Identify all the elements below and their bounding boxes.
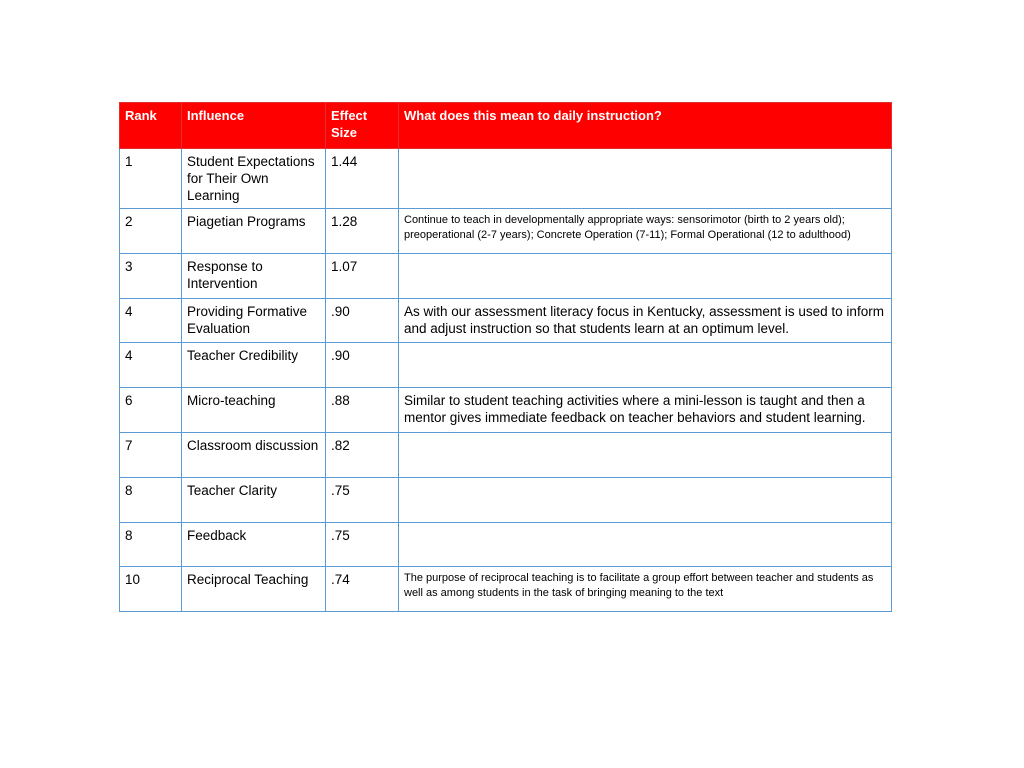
header-influence: Influence [182,103,326,149]
header-effect-size: Effect Size [326,103,399,149]
rank-cell: 3 [120,253,182,298]
influence-cell: Teacher Clarity [182,477,326,522]
influence-cell: Feedback [182,522,326,567]
meaning-cell [399,477,892,522]
table-row [120,567,892,612]
meaning-cell [399,343,892,388]
effect-cell: .75 [326,477,399,522]
meaning-cell [399,149,892,209]
meaning-cell: Similar to student teaching activities where a mini-lesson is taught and then a mentor gives immediate feedback on teacher behaviors and student learning. [399,388,892,433]
table-row [120,388,892,433]
effect-cell: 1.44 [326,149,399,209]
influence-cell: Teacher Credibility [182,343,326,388]
influence-cell: Response to Intervention [182,253,326,298]
meaning-cell [399,522,892,567]
effect-cell: .88 [326,388,399,433]
table-row [120,298,892,343]
effect-cell: .82 [326,432,399,477]
meaning-cell: As with our assessment literacy focus in Kentucky, assessment is used to inform and adjust instruction so that students learn at an optimum level. [399,298,892,343]
influence-table [119,102,892,612]
table-row [120,522,892,567]
rank-cell: 8 [120,522,182,567]
influence-cell: Classroom discussion [182,432,326,477]
effect-cell: .90 [326,343,399,388]
rank-cell: 4 [120,298,182,343]
meaning-cell: The purpose of reciprocal teaching is to facilitate a group effort between teacher and students as well as among students in the task of bringing meaning to the text [399,567,892,612]
rank-cell: 6 [120,388,182,433]
header-meaning: What does this mean to daily instruction? [399,103,892,149]
influence-cell: Micro-teaching [182,388,326,433]
header-row [120,103,892,149]
effect-cell: 1.28 [326,209,399,254]
rank-cell: 7 [120,432,182,477]
table-row [120,343,892,388]
meaning-cell [399,253,892,298]
rank-cell: 10 [120,567,182,612]
influence-cell: Reciprocal Teaching [182,567,326,612]
table-row [120,253,892,298]
header-rank: Rank [120,103,182,149]
rank-cell: 8 [120,477,182,522]
influence-cell: Providing Formative Evaluation [182,298,326,343]
effect-cell: 1.07 [326,253,399,298]
rank-cell: 1 [120,149,182,209]
rank-cell: 2 [120,209,182,254]
meaning-cell: Continue to teach in developmentally appropriate ways: sensorimotor (birth to 2 years old); preoperational (2-7 years); Concrete Operation (7-11); Formal Operational (12 to adulthood) [399,209,892,254]
rank-cell: 4 [120,343,182,388]
meaning-cell [399,432,892,477]
table-row [120,477,892,522]
table-row [120,432,892,477]
effect-cell: .74 [326,567,399,612]
influence-cell: Piagetian Programs [182,209,326,254]
table-row [120,209,892,254]
effect-cell: .75 [326,522,399,567]
effect-cell: .90 [326,298,399,343]
table-row [120,149,892,209]
influence-cell: Student Expectations for Their Own Learning [182,149,326,209]
